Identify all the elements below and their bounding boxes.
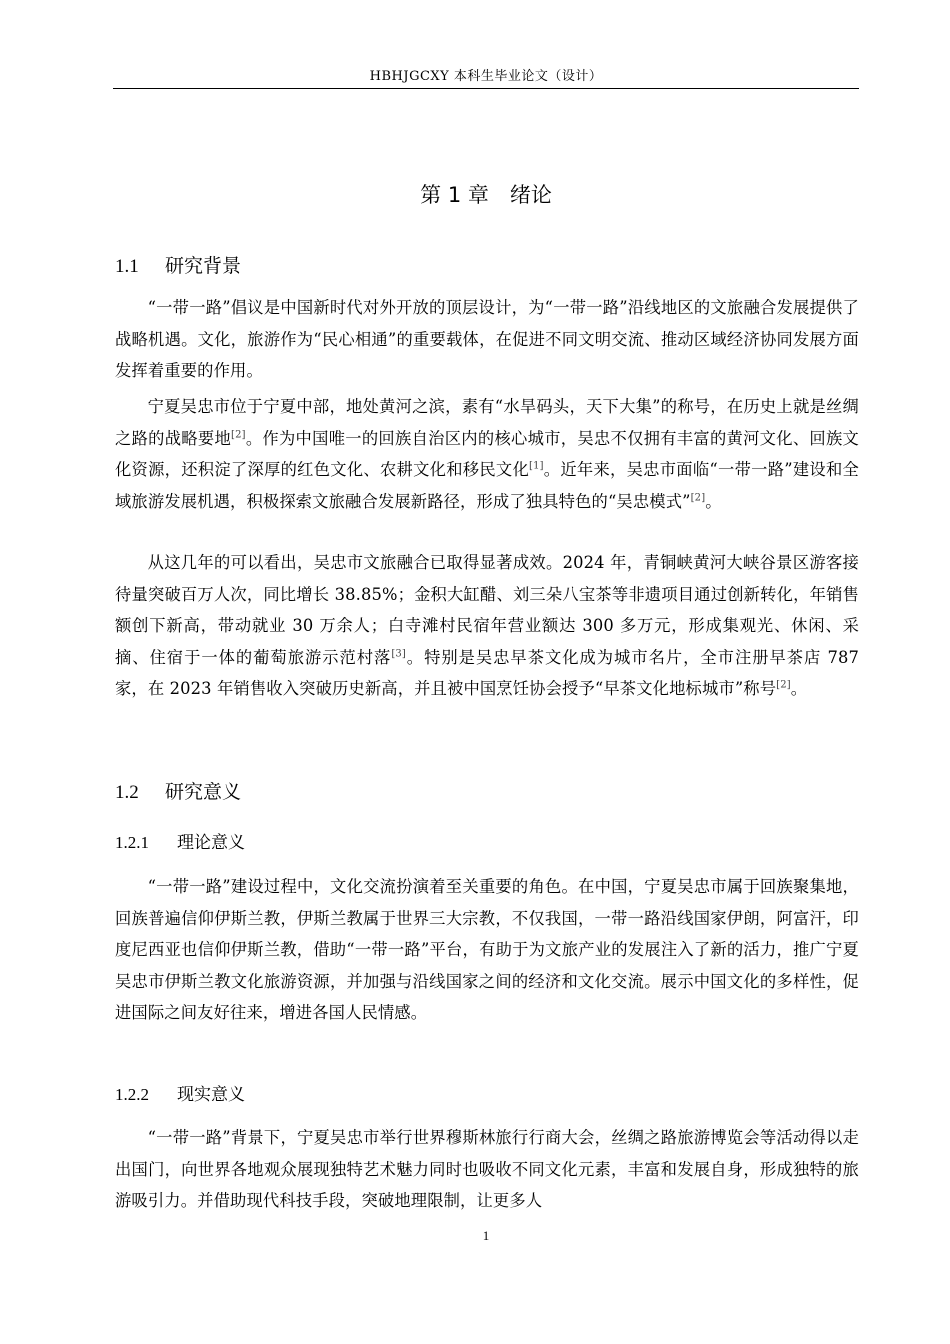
subsection-heading-1-2-2 (115, 1082, 245, 1108)
paragraph-text: 宁夏吴忠市位于宁夏中部，地处黄河之滨，素有“水旱码头，天下大集”的称号，在历史上就是丝绸之路的战略要地 (115, 397, 859, 448)
section-title: 研究背景 (165, 255, 242, 277)
paragraph-1-2-1: “一带一路”建设过程中，文化交流扮演着至关重要的角色。在中国，宁夏吴忠市属于回族聚集地，回族普遍信仰伊斯兰教，伊斯兰教属于世界三大宗教，不仅我国，一带一路沿线国家伊朗，阿富汗，印度尼西亚也信仰伊斯兰教，借助“一带一路”平台，有助于为文旅产业的发展注入了新的活力，推广宁夏吴忠市伊斯兰教文化旅游资源，并加强与沿线国家之间的经济和文化交流。展示中国文化的多样性，促进国际之间友好往来，增进各国人民情感。 (115, 877, 859, 1023)
page-header: HBHJGCXY 本科生毕业论文（设计） (369, 69, 603, 84)
section-title: 研究意义 (165, 781, 242, 803)
citation: [3] (391, 648, 406, 660)
subsection-title: 现实意义 (177, 1085, 245, 1105)
section-heading-1-1 (115, 252, 241, 281)
header-rule (113, 88, 859, 89)
paragraph-text: 。 (705, 491, 722, 511)
paragraph-1-1-a: “一带一路”倡议是中国新时代对外开放的顶层设计，为“一带一路”沿线地区的文旅融合发展提供了战略机遇。文化，旅游作为“民心相通”的重要载体，在促进不同文明交流、推动区域经济协同发展方面发挥着重要的作用。 (115, 298, 859, 381)
section-number: 1.1 (115, 256, 139, 277)
paragraph-text: 。特别是吴忠早茶文化成为城市名片，全市注册早茶店 787 家，在 2023 年销售收入突破历史新高，并且被中国烹饪协会授予“早茶文化地标城市”称号 (115, 647, 859, 699)
page-number: 1 (482, 1228, 490, 1243)
paragraph-1-1-c (115, 547, 859, 705)
citation: [2] (231, 429, 246, 441)
section-number: 1.2 (115, 782, 139, 803)
chapter-title: 第 1 章 绪论 (420, 183, 552, 207)
paragraph-text: 从这几年的可以看出，吴忠市文旅融合已取得显著成效。2024 年，青铜峡黄河大峡谷景区游客接待量突破百万人次，同比增长 38.85%；金积大缸醋、刘三朵八宝茶等非遗项目通过创新转化，年销售额创下新高，带动就业 30 万余人；白寺滩村民宿年营业额达 300 多万元，形成集观光、休闲、采摘、住宿于一体的葡萄旅游示范村落 (115, 553, 859, 667)
paragraph-text: 。 (790, 679, 808, 699)
citation: [2] (776, 679, 791, 691)
subsection-number: 1.2.1 (115, 833, 149, 852)
paragraph-text: 。作为中国唯一的回族自治区内的核心城市，吴忠不仅拥有丰富的黄河文化、回族文化资源，还积淀了深厚的红色文化、农耕文化和移民文化 (115, 428, 859, 480)
paragraph-text: 。近年来，吴忠市面临“一带一路”建设和全域旅游发展机遇，积极探索文旅融合发展新路径，形成了独具特色的“吴忠模式” (115, 460, 859, 511)
subsection-title: 理论意义 (177, 833, 245, 853)
paragraph-1-1-b (115, 391, 859, 517)
citation: [2] (690, 492, 706, 504)
paragraph-1-2-2: “一带一路”背景下，宁夏吴忠市举行世界穆斯林旅行行商大会，丝绸之路旅游博览会等活动得以走出国门，向世界各地观众展现独特艺术魅力同时也吸收不同文化元素，丰富和发展自身，形成独特的旅游吸引力。并借助现代科技手段，突破地理限制，让更多人 (115, 1128, 859, 1211)
section-heading-1-2 (115, 778, 241, 807)
citation: [1] (529, 460, 544, 472)
subsection-heading-1-2-1 (115, 830, 245, 856)
subsection-number: 1.2.2 (115, 1085, 149, 1104)
